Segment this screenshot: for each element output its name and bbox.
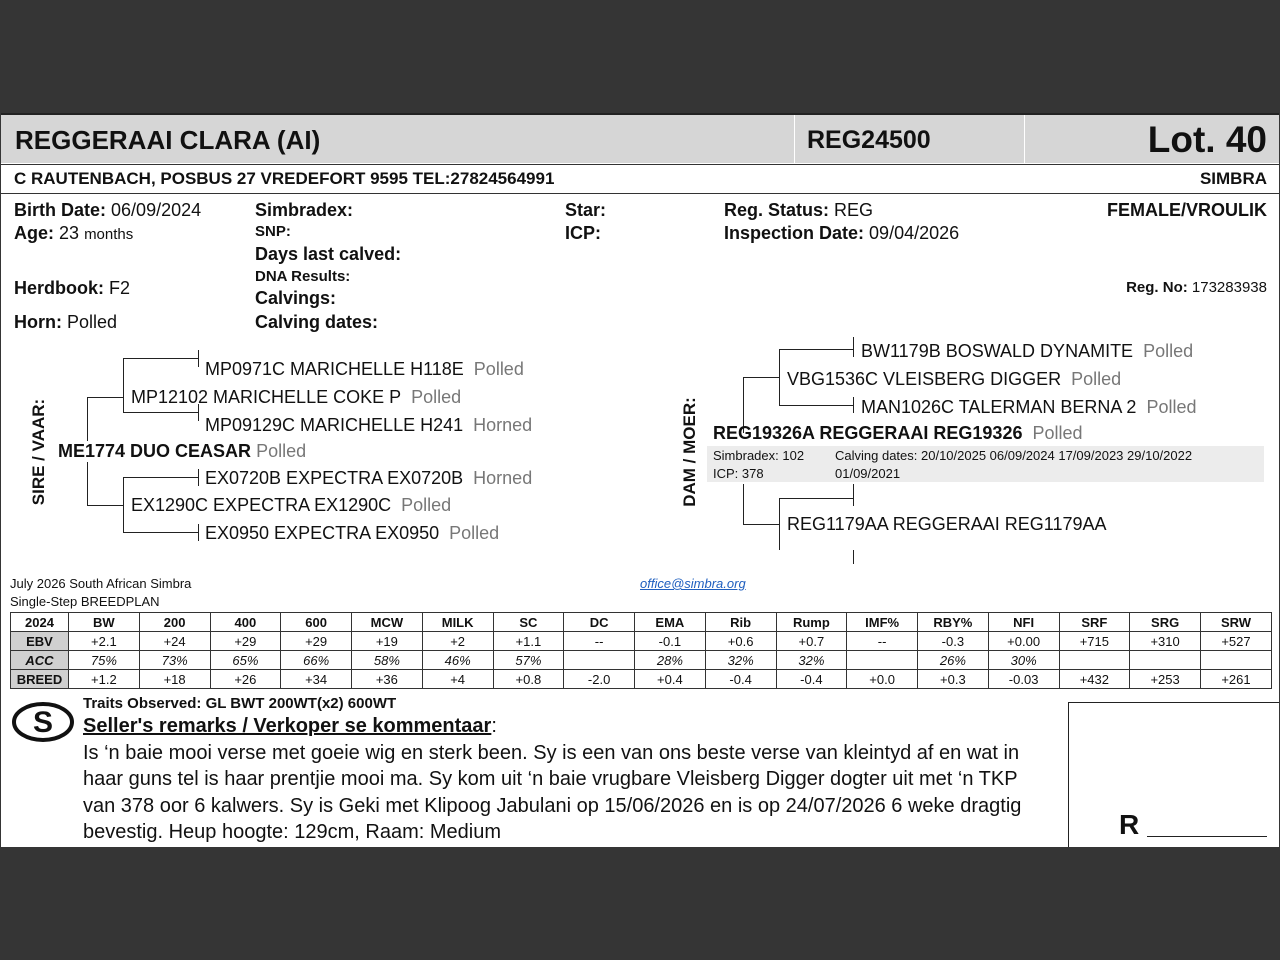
- breedplan-header-cell: DC: [564, 613, 635, 632]
- sire: ME1774 DUO CEASAR Polled: [58, 441, 307, 461]
- remarks-line: Is ‘n baie mooi verse met goeie wig en sterk been. Sy is een van ons beste verse van kleintyd af en wat in: [83, 742, 1020, 764]
- breedplan-cell: 73%: [139, 651, 210, 670]
- breedplan-cell: +0.3: [918, 670, 989, 689]
- dam-dam: REG1179AA REGGERAAI REG1179AA: [787, 514, 1107, 534]
- dam-calving-dates-cont: 01/09/2021: [835, 466, 901, 481]
- dam: REG19326A REGGERAAI REG19326 Polled: [713, 423, 1083, 443]
- breedplan-cell: +34: [281, 670, 352, 689]
- breedplan-cell: +0.00: [988, 632, 1059, 651]
- sire-sire-dam: MP09129C MARICHELLE H241 Horned: [205, 415, 533, 435]
- dam-simbradex: Simbradex: 102: [713, 448, 805, 463]
- breedplan-cell: [1059, 651, 1130, 670]
- breedplan-cell: +715: [1059, 632, 1130, 651]
- reg-no: Reg. No: 173283938: [1126, 279, 1267, 296]
- breedplan-cell: +527: [1201, 632, 1272, 651]
- breedplan-row-label: EBV: [11, 632, 69, 651]
- breedplan-cell: 65%: [210, 651, 281, 670]
- breedplan-row-acc: [11, 651, 1272, 670]
- breedplan-header-cell: SRG: [1130, 613, 1201, 632]
- breedplan-cell: -0.4: [776, 670, 847, 689]
- svg-text:S: S: [32, 706, 54, 739]
- breedplan-cell: 75%: [69, 651, 140, 670]
- days-last-calved-label: Days last calved:: [255, 244, 402, 264]
- price-box: [1068, 702, 1279, 847]
- breedplan-cell: +0.8: [493, 670, 564, 689]
- breedplan-cell: +0.7: [776, 632, 847, 651]
- breedplan-cell: --: [847, 632, 918, 651]
- breedplan-header-cell: SRW: [1201, 613, 1272, 632]
- breedplan-header-cell: MILK: [422, 613, 493, 632]
- dam-sire-sire: BW1179B BOSWALD DYNAMITE Polled: [861, 341, 1194, 361]
- price-line[interactable]: [1147, 836, 1267, 837]
- registration-code: REG24500: [807, 126, 931, 154]
- breedplan-header-cell: 200: [139, 613, 210, 632]
- breedplan-cell: +18: [139, 670, 210, 689]
- herdbook: Herdbook: F2: [14, 278, 131, 298]
- breedplan-header-cell: EMA: [635, 613, 706, 632]
- breedplan-cell: +19: [352, 632, 423, 651]
- breedplan-cell: +36: [352, 670, 423, 689]
- breedplan-cell: +0.0: [847, 670, 918, 689]
- breedplan-cell: +261: [1201, 670, 1272, 689]
- breedplan-cell: 46%: [422, 651, 493, 670]
- sire-dam-sire: EX0720B EXPECTRA EX0720B Horned: [205, 468, 533, 488]
- breedplan-cell: 26%: [918, 651, 989, 670]
- breedplan-subtitle: Single-Step BREEDPLAN: [10, 594, 160, 609]
- breedplan-cell: +0.6: [705, 632, 776, 651]
- seller-remarks-heading: Seller's remarks / Verkoper se kommentaar:: [83, 715, 497, 737]
- breedplan-header-cell: Rump: [776, 613, 847, 632]
- breedplan-row-brd: [11, 670, 1272, 689]
- breedplan-header-cell: BW: [69, 613, 140, 632]
- seller-s-logo-icon: [11, 700, 75, 744]
- breedplan-cell: +4: [422, 670, 493, 689]
- breedplan-header-cell: 400: [210, 613, 281, 632]
- price-symbol: R: [1119, 809, 1140, 840]
- breedplan-row-ebv: [11, 632, 1272, 651]
- breedplan-header-cell: 600: [281, 613, 352, 632]
- sire-dam-dam: EX0950 EXPECTRA EX0950 Polled: [205, 523, 500, 543]
- breedplan-header-cell: NFI: [988, 613, 1059, 632]
- dam-sire: VBG1536C VLEISBERG DIGGER Polled: [787, 369, 1122, 389]
- breedplan-header-cell: RBY%: [918, 613, 989, 632]
- dam-calving-dates: Calving dates: 20/10/2025 06/09/2024 17/09/2023 29/10/2022: [835, 448, 1193, 463]
- breedplan-cell: 58%: [352, 651, 423, 670]
- sire-sire: MP12102 MARICHELLE COKE P Polled: [131, 387, 462, 407]
- owner-details: C RAUTENBACH, POSBUS 27 VREDEFORT 9595 TEL:27824564991: [14, 169, 555, 188]
- breedplan-cell: +0.4: [635, 670, 706, 689]
- dna-results-label: DNA Results:: [255, 268, 351, 285]
- lot-card: [1, 113, 1279, 847]
- breedplan-cell: -0.03: [988, 670, 1059, 689]
- horn-status: Horn: Polled: [14, 312, 118, 332]
- simbradex-label: Simbradex:: [255, 200, 354, 220]
- breedplan-cell: +2: [422, 632, 493, 651]
- breedplan-cell: +29: [210, 632, 281, 651]
- sire-dam: EX1290C EXPECTRA EX1290C Polled: [131, 495, 452, 515]
- breedplan-cell: +26: [210, 670, 281, 689]
- inspection-date: Inspection Date: 09/04/2026: [724, 223, 960, 243]
- breedplan-header-cell: MCW: [352, 613, 423, 632]
- breedplan-cell: [1201, 651, 1272, 670]
- breedplan-cell: +432: [1059, 670, 1130, 689]
- remarks-line: bevestig. Heup hoogte: 129cm, Raam: Medium: [83, 821, 501, 843]
- breedplan-cell: 32%: [705, 651, 776, 670]
- owner-bar: [1, 164, 1279, 194]
- lot-number: Lot. 40: [1147, 119, 1267, 160]
- calvings-label: Calvings:: [255, 288, 337, 308]
- breedplan-cell: --: [564, 632, 635, 651]
- breedplan-cell: [1130, 651, 1201, 670]
- breedplan-cell: -0.4: [705, 670, 776, 689]
- breedplan-cell: +310: [1130, 632, 1201, 651]
- animal-name: REGGERAAI CLARA (AI): [15, 125, 321, 155]
- simbra-email-link[interactable]: office@simbra.org: [640, 576, 746, 591]
- breedplan-cell: +1.1: [493, 632, 564, 651]
- breedplan-cell: -2.0: [564, 670, 635, 689]
- breedplan-title: July 2026 South African Simbra: [10, 576, 192, 591]
- dam-sire-dam: MAN1026C TALERMAN BERNA 2 Polled: [861, 397, 1197, 417]
- breedplan-cell: +253: [1130, 670, 1201, 689]
- breedplan-header-cell: Rib: [705, 613, 776, 632]
- star-label: Star:: [565, 200, 607, 220]
- breed-name: SIMBRA: [1199, 169, 1267, 188]
- birth-date: Birth Date: 06/09/2024: [14, 200, 202, 220]
- breedplan-cell: 28%: [635, 651, 706, 670]
- breedplan-header-cell: 2024: [11, 613, 69, 632]
- breedplan-table: [10, 612, 1272, 689]
- sire-label: SIRE / VAAR:: [29, 398, 48, 506]
- breedplan-cell: +2.1: [69, 632, 140, 651]
- breedplan-cell: +29: [281, 632, 352, 651]
- breedplan-cell: [847, 651, 918, 670]
- breedplan-header-cell: IMF%: [847, 613, 918, 632]
- breedplan-header-cell: SRF: [1059, 613, 1130, 632]
- breedplan-cell: +24: [139, 632, 210, 651]
- calving-dates-label: Calving dates:: [255, 312, 379, 332]
- breedplan-row-label: ACC: [11, 651, 69, 670]
- breedplan-cell: 57%: [493, 651, 564, 670]
- traits-observed: Traits Observed: GL BWT 200WT(x2) 600WT: [83, 695, 397, 712]
- lot-header: [1, 113, 1279, 163]
- remarks-line: van 378 oor 6 kalwers. Sy is Geki met Klipoog Jabulani op 15/06/2026 en is op 24/07/2026 6 weke dragtig: [83, 795, 1022, 817]
- icp-label: ICP:: [565, 223, 601, 243]
- breedplan-header-cell: SC: [493, 613, 564, 632]
- remarks-line: haar guns tel is haar prentjie mooi ma. Sy kom uit ‘n baie vrugbare Vleisberg Digger dogter uit met ‘n TKP: [83, 768, 1018, 790]
- dam-label: DAM / MOER:: [680, 397, 699, 507]
- breedplan-header-row: [11, 613, 1272, 632]
- breedplan-cell: -0.3: [918, 632, 989, 651]
- breedplan-row-label: BREED: [11, 670, 69, 689]
- breedplan-cell: [564, 651, 635, 670]
- age: Age: 23 months: [14, 223, 134, 243]
- breedplan-cell: +1.2: [69, 670, 140, 689]
- breedplan-cell: 66%: [281, 651, 352, 670]
- breedplan-cell: -0.1: [635, 632, 706, 651]
- reg-status: Reg. Status: REG: [724, 200, 874, 220]
- snp-label: SNP:: [255, 223, 291, 240]
- dam-icp: ICP: 378: [713, 466, 764, 481]
- breedplan-cell: 32%: [776, 651, 847, 670]
- sire-sire-sire: MP0971C MARICHELLE H118E Polled: [205, 359, 524, 379]
- breedplan-cell: 30%: [988, 651, 1059, 670]
- sex: FEMALE/VROULIK: [1107, 200, 1267, 220]
